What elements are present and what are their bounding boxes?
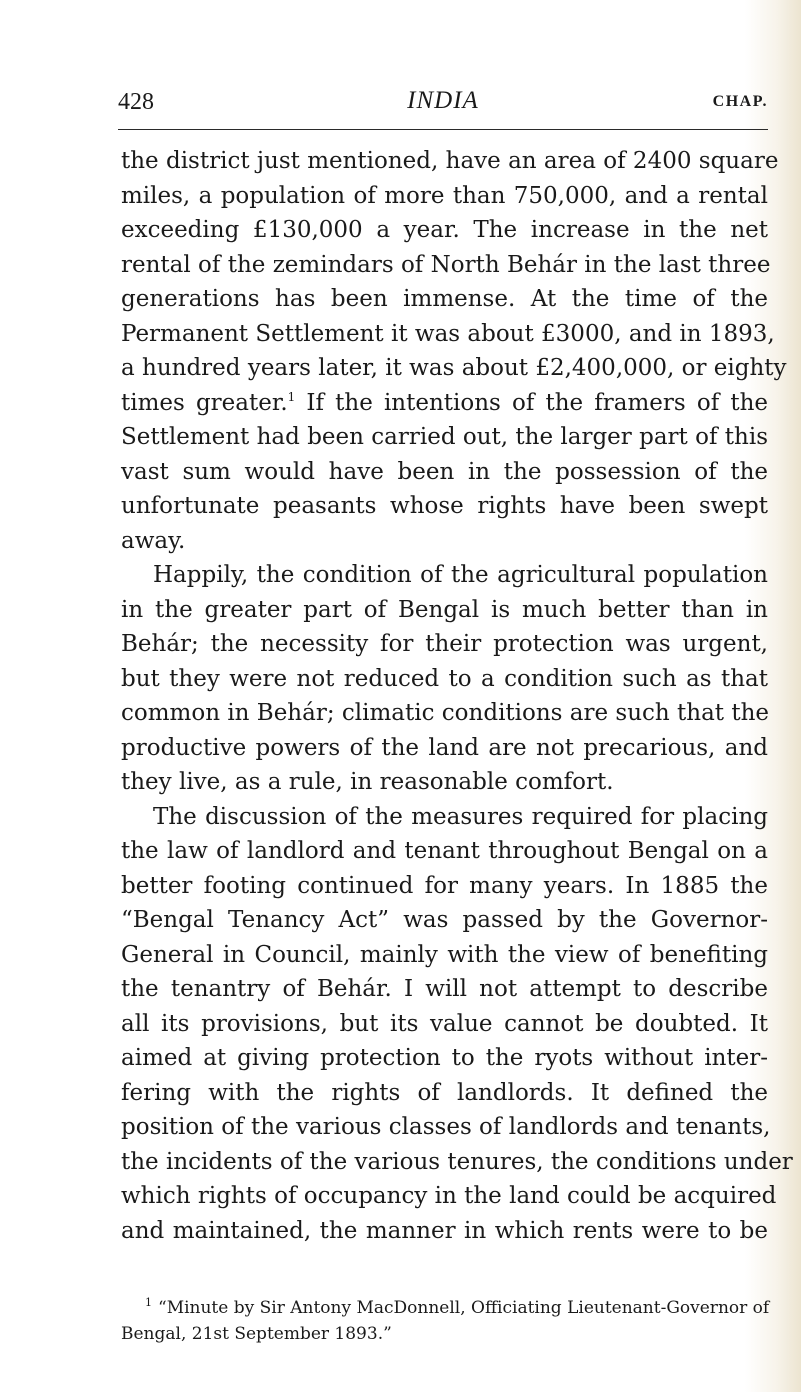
- text-line: fering with the rights of landlords. It defined the: [121, 1079, 768, 1106]
- text-line: Behár; the necessity for their protection was urgent,: [121, 631, 768, 657]
- text-line: productive powers of the land are not precarious, and: [121, 734, 768, 761]
- text-line: Settlement had been carried out, the larger part of this: [121, 424, 768, 450]
- text-line: General in Council, mainly with the view of benefiting: [121, 941, 768, 968]
- page-header: [118, 85, 768, 121]
- text-line: better footing continued for many years. In 1885 the: [121, 872, 768, 899]
- text-line: the tenantry of Behár. I will not attempt to describe: [121, 976, 768, 1002]
- text-line: aimed at giving protection to the ryots without inter-: [121, 1045, 768, 1071]
- chapter-label: CHAP.: [712, 93, 768, 110]
- text-line: and maintained, the manner in which rents were to be: [121, 1217, 768, 1244]
- text-line: away.: [121, 527, 186, 554]
- text-line: the incidents of the various tenures, the conditions under: [121, 1148, 793, 1175]
- footnote-reference: 1: [287, 389, 296, 404]
- text-line: vast sum would have been in the possession of the: [121, 458, 768, 485]
- text-line: position of the various classes of landlords and tenants,: [121, 1114, 771, 1140]
- paragraph-first-line: The discussion of the measures required for placing: [153, 803, 768, 830]
- page-number: 428: [118, 89, 154, 115]
- text-line: miles, a population of more than 750,000, and a rental: [121, 182, 768, 209]
- text-line: the district just mentioned, have an area of 2400 square: [121, 148, 779, 174]
- text-line: generations has been immense. At the time of the: [121, 286, 768, 312]
- text-line: which rights of occupancy in the land could be acquired: [121, 1183, 777, 1209]
- text-line: exceeding £130,000 a year. The increase in the net: [121, 217, 768, 243]
- text-line: a hundred years later, it was about £2,400,000, or eighty: [121, 355, 787, 381]
- text-fragment: If the intentions of the framers of the: [306, 389, 769, 416]
- text-line: Permanent Settlement it was about £3000, and in 1893,: [121, 320, 775, 347]
- text-line: the law of landlord and tenant throughout Bengal on a: [121, 838, 768, 864]
- footnote-line: Bengal, 21st September 1893.”: [121, 1324, 392, 1344]
- footnote: [121, 1295, 768, 1347]
- text-line: but they were not reduced to a condition such as that: [121, 665, 768, 692]
- footnote-line: [121, 1295, 768, 1321]
- text-line: they live, as a rule, in reasonable comfort.: [121, 769, 614, 795]
- paragraph-first-line: Happily, the condition of the agricultural population: [153, 562, 768, 588]
- text-line: “Bengal Tenancy Act” was passed by the Governor-: [121, 907, 768, 933]
- text-line: in the greater part of Bengal is much better than in: [121, 596, 768, 623]
- footnote-text: “Minute by Sir Antony MacDonnell, Officiating Lieutenant-Governor of: [158, 1298, 770, 1318]
- text-line: unfortunate peasants whose rights have been swept: [121, 493, 768, 519]
- text-line: rental of the zemindars of North Behár in the last three: [121, 251, 771, 278]
- header-rule: [118, 129, 768, 130]
- footnote-marker: 1: [145, 1296, 152, 1309]
- running-title: INDIA: [407, 87, 479, 114]
- text-fragment: times greater.: [121, 389, 288, 416]
- text-line: common in Behár; climatic conditions are such that the: [121, 700, 770, 726]
- body-text: [121, 144, 793, 1248]
- text-line: [121, 386, 768, 421]
- text-line: all its provisions, but its value cannot be doubted. It: [121, 1010, 768, 1037]
